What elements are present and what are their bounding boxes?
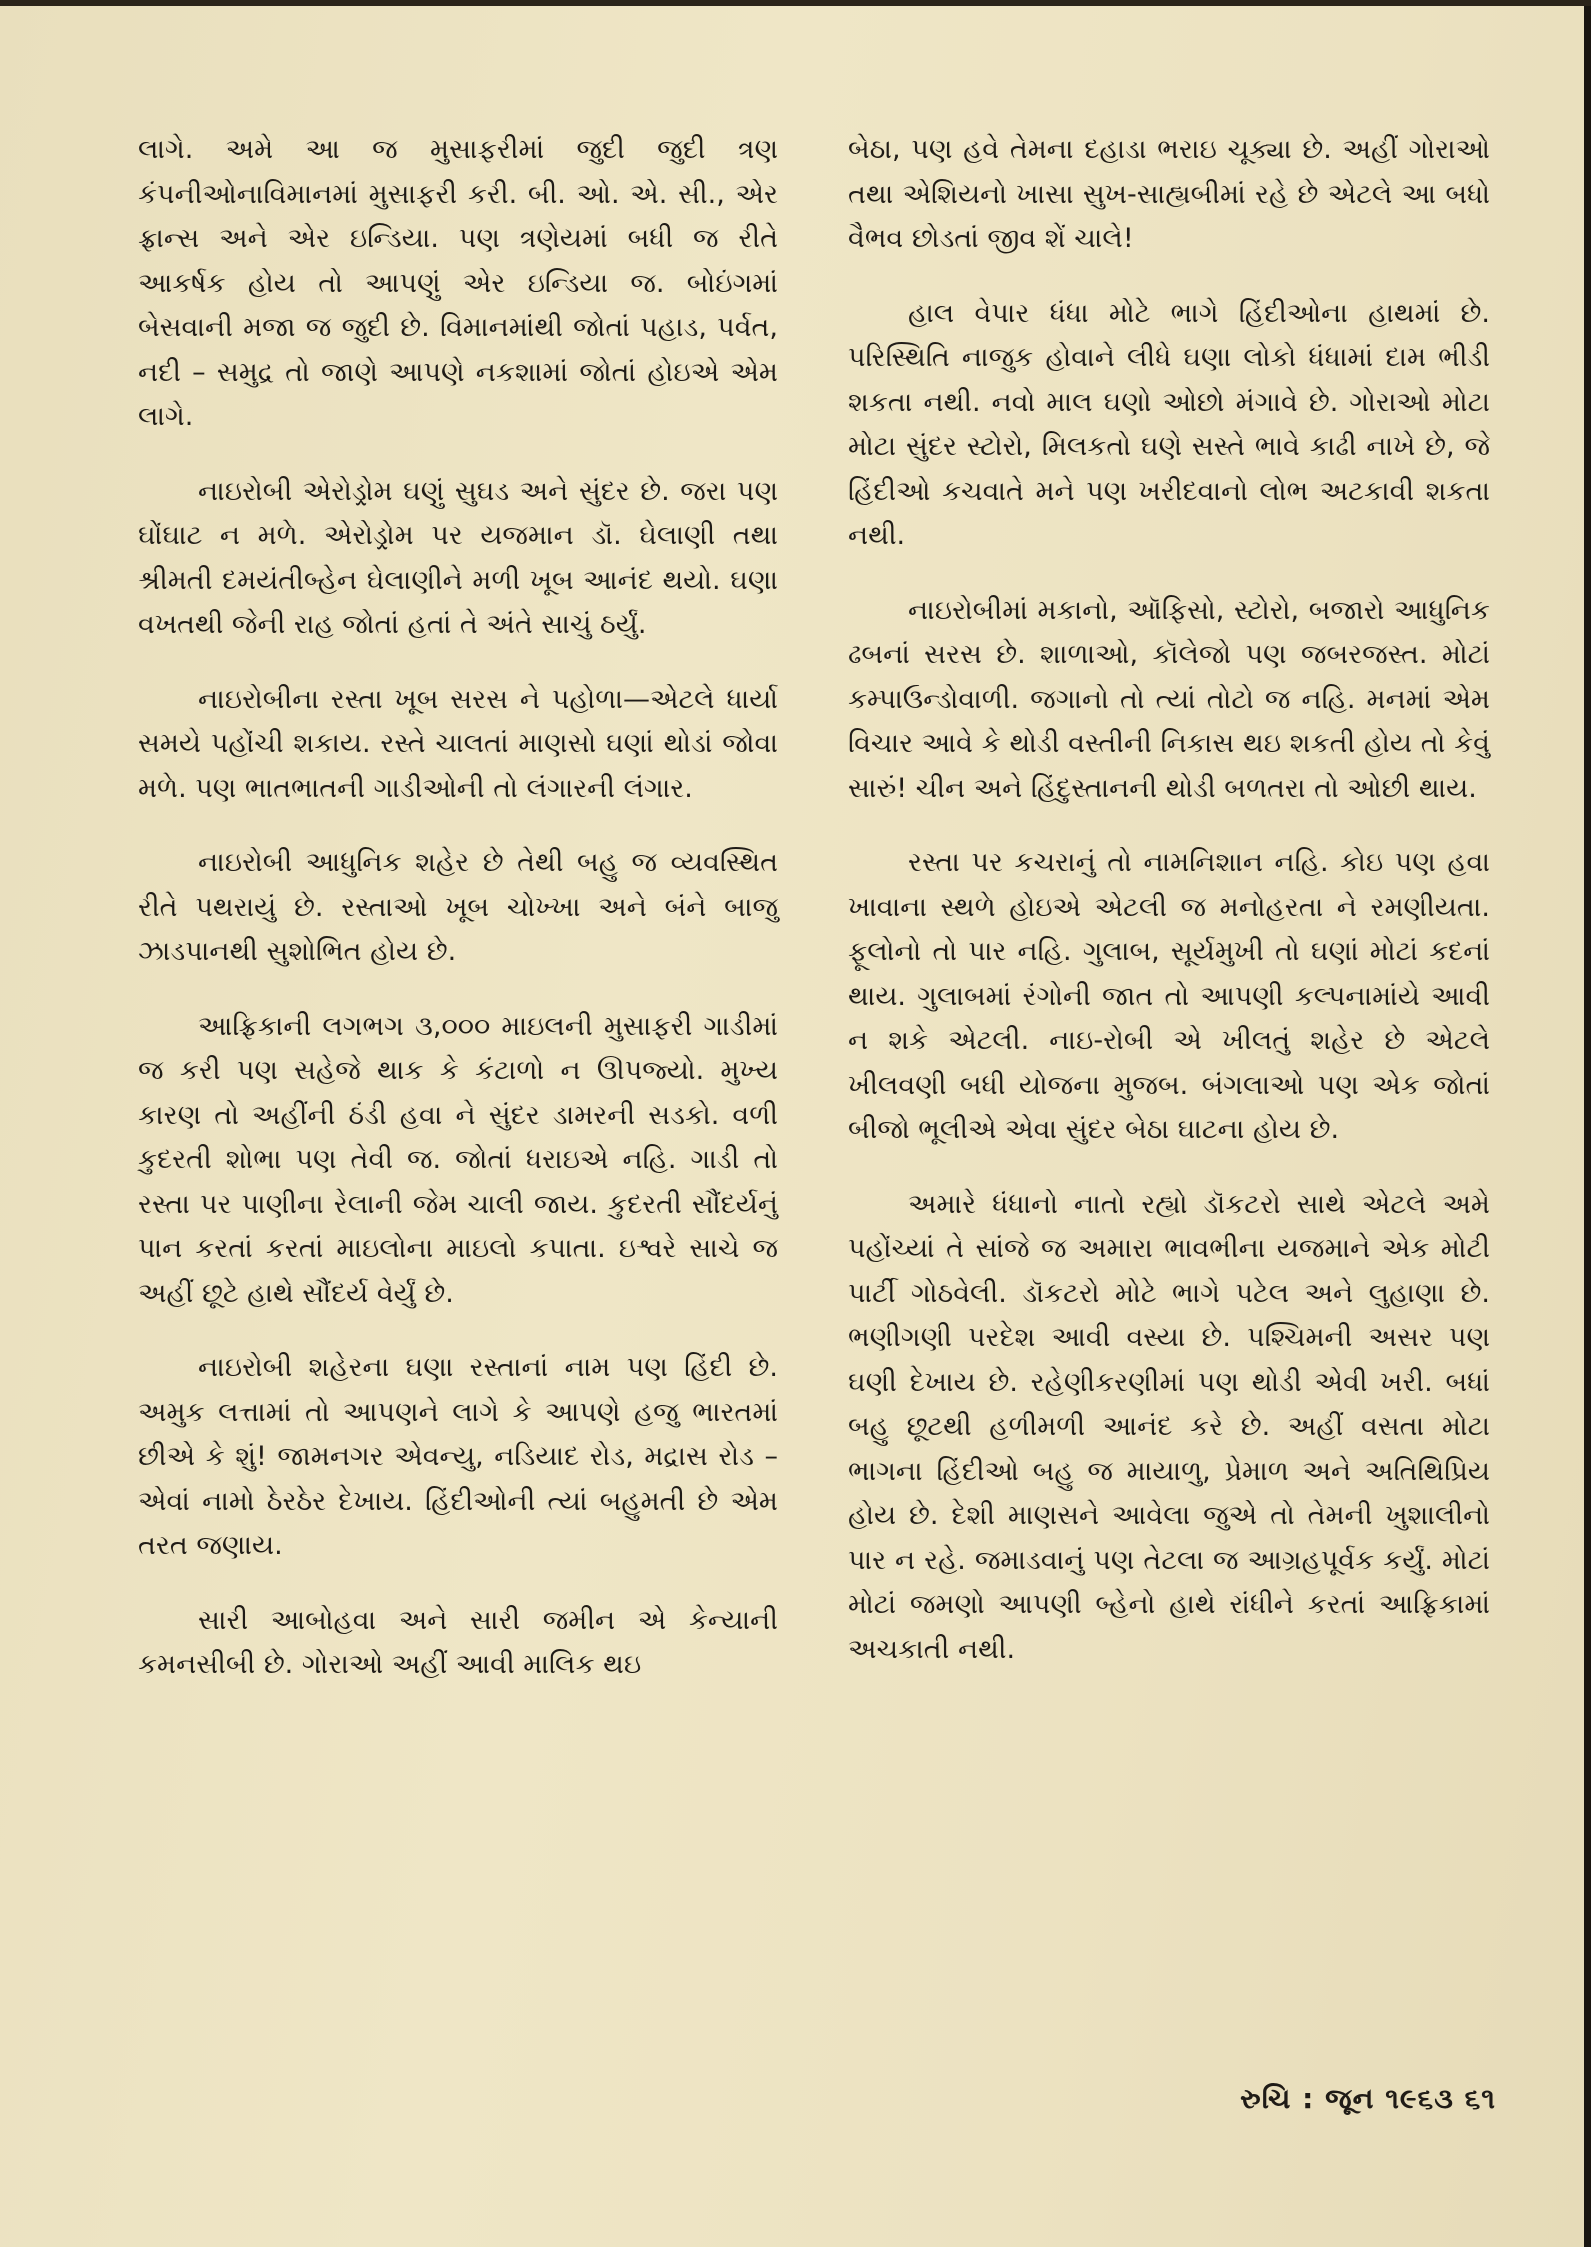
paragraph: નાઇરોબીમાં મકાનો, ઑફિસો, સ્ટોરો, બજારો આધુનિક ઢબનાં સરસ છે. શાળાઓ, કૉલેજો પણ જબરજસ્ત. મોટાં કમ્પાઉન્ડોવાળી. જગાનો તો ત્યાં તોટો જ નહિ. મનમાં એમ વિચાર આવે કે થોડી વસ્તીની નિકાસ થઇ શકતી હોય તો કેવું સારું! ચીન અને હિંદુસ્તાનની થોડી બળતરા તો ઓછી થાય. (848, 594, 1490, 804)
top-edge (0, 0, 1591, 6)
paragraph: અમારે ધંધાનો નાતો રહ્યો ડૉકટરો સાથે એટલે અમે પહોંચ્યાં તે સાંજે જ અમારા ભાવભીના યજમાને એક મોટી પાર્ટી ગોઠવેલી. ડૉકટરો મોટે ભાગે પટેલ અને લુહાણા છે. ભણીગણી પરદેશ આવી વસ્યા છે. પશ્ચિમની અસર પણ ઘણી દેખાય છે. રહેણીકરણીમાં પણ થોડી એવી ખરી. બધાં બહુ છૂટથી હળીમળી આનંદ કરે છે. અહીં વસતા મોટા ભાગના હિંદીઓ બહુ જ માયાળુ, પ્રેમાળ અને અતિથિપ્રિય હોય છે. દેશી માણસને આવેલા જુએ તો તેમની ખુશાલીનો પાર ન રહે. જમાડવાનું પણ તેટલા જ આગ્રહપૂર્વક કર્યું. મોટાં મોટાં જમણો આપણી બ્હેનો હાથે રાંધીને કરતાં આફ્રિકામાં અચકાતી નથી. (848, 1188, 1490, 1665)
paragraph: નાઇરોબી એરોડ્રોમ ઘણું સુઘડ અને સુંદર છે. જરા પણ ઘોંઘાટ ન મળે. એરોડ્રોમ પર યજમાન ડૉ. ઘેલાણી તથા શ્રીમતી દમયંતીબ્હેન ઘેલાણીને મળી ખૂબ આનંદ થયો. ઘણા વખતથી જેની રાહ જોતાં હતાં તે અંતે સાચું ઠર્યું. (138, 475, 778, 640)
paragraph: નાઇરોબી શહેરના ઘણા રસ્તાનાં નામ પણ હિંદી છે. અમુક લત્તામાં તો આપણને લાગે કે આપણે હજુ ભારતમાં છીએ કે શું! જામનગર એવન્યુ, નડિયાદ રોડ, મદ્રાસ રોડ – એવાં નામો ઠેરઠેર દેખાય. હિંદીઓની ત્યાં બહુમતી છે એમ તરત જણાય. (138, 1352, 778, 1561)
paragraph: લાગે. અમે આ જ મુસાફરીમાં જુદી જુદી ત્રણ કંપનીઓનાવિમાનમાં મુસાફરી કરી. બી. ઓ. એ. સી., એર ફ્રાન્સ અને એર ઇન્ડિયા. પણ ત્રણેયમાં બધી જ રીતે આકર્ષક હોય તો આપણું એર ઇન્ડિયા જ. બોઇંગમાં બેસવાની મજા જ જુદી છે. વિમાનમાંથી જોતાં પહાડ, પર્વત, નદી – સમુદ્ર તો જાણે આપણે નકશામાં જોતાં હોઇએ એમ લાગે. (138, 134, 778, 432)
paragraph: રસ્તા પર કચરાનું તો નામનિશાન નહિ. કોઇ પણ હવા ખાવાના સ્થળે હોઇએ એટલી જ મનોહરતા ને રમણીયતા. ફૂલોનો તો પાર નહિ. ગુલાબ, સૂર્યમુખી તો ઘણાં મોટાં કદનાં થાય. ગુલાબમાં રંગોની જાત તો આપણી કલ્પનામાંયે આવી ન શકે એટલી. નાઇ-રોબી એ ખીલતું શહેર છે એટલે ખીલવણી બધી યોજના મુજબ. બંગલાઓ પણ એક જોતાં બીજો ભૂલીએ એવા સુંદર બેઠા ઘાટના હોય છે. (848, 847, 1490, 1145)
paragraph: નાઇરોબીના રસ્તા ખૂબ સરસ ને પહોળા—એટલે ધાર્યા સમયે પહોંચી શકાય. રસ્તે ચાલતાં માણસો ઘણાં થોડાં જોવા મળે. પણ ભાતભાતની ગાડીઓની તો લંગારની લંગાર. (138, 683, 778, 804)
paragraph: બેઠા, પણ હવે તેમના દહાડા ભરાઇ ચૂક્યા છે. અહીં ગોરાઓ તથા એશિયનો ખાસા સુખ-સાહ્યબીમાં રહે છે એટલે આ બધો વૈભવ છોડતાં જીવ શેં ચાલે! (848, 134, 1490, 254)
left-column (138, 128, 778, 1718)
paragraph: હાલ વેપાર ધંધા મોટે ભાગે હિંદીઓના હાથમાં છે. પરિસ્થિતિ નાજુક હોવાને લીધે ઘણા લોકો ધંધામાં દામ ભીડી શકતા નથી. નવો માલ ઘણો ઓછો મંગાવે છે. ગોરાઓ મોટા મોટા સુંદર સ્ટોરો, મિલકતો ઘણે સસ્તે ભાવે કાઢી નાખે છે, જે હિંદીઓ કચવાતે મને પણ ખરીદવાનો લોભ અટકાવી શકતા નથી. (848, 297, 1490, 551)
paragraph: નાઇરોબી આધુનિક શહેર છે તેથી બહુ જ વ્યવસ્થિત રીતે પથરાયું છે. રસ્તાઓ ખૂબ ચોખ્ખા અને બંને બાજુ ઝાડપાનથી સુશોભિત હોય છે. (138, 847, 778, 967)
paragraph: સારી આબોહવા અને સારી જમીન એ કેન્યાની કમનસીબી છે. ગોરાઓ અહીં આવી માલિક થઇ (138, 1604, 778, 1680)
right-column (848, 128, 1490, 1702)
page-footer: રુચિ : જૂન ૧૯૬૩ ૬૧ (1240, 2082, 1496, 2115)
paragraph: આફ્રિકાની લગભગ ૩,૦૦૦ માઇલની મુસાફરી ગાડીમાં જ કરી પણ સહેજે થાક કે કંટાળો ન ઊપજ્યો. મુખ્ય કારણ તો અહીંની ઠંડી હવા ને સુંદર ડામરની સડકો. વળી કુદરતી શોભા પણ તેવી જ. જોતાં ધરાઇએ નહિ. ગાડી તો રસ્તા પર પાણીના રેલાની જેમ ચાલી જાય. કુદરતી સૌંદર્યનું પાન કરતાં કરતાં માઇલોના માઇલો કપાતા. ઇશ્વરે સાચે જ અહીં છૂટે હાથે સૌંદર્ય વેર્યું છે. (138, 1010, 778, 1309)
